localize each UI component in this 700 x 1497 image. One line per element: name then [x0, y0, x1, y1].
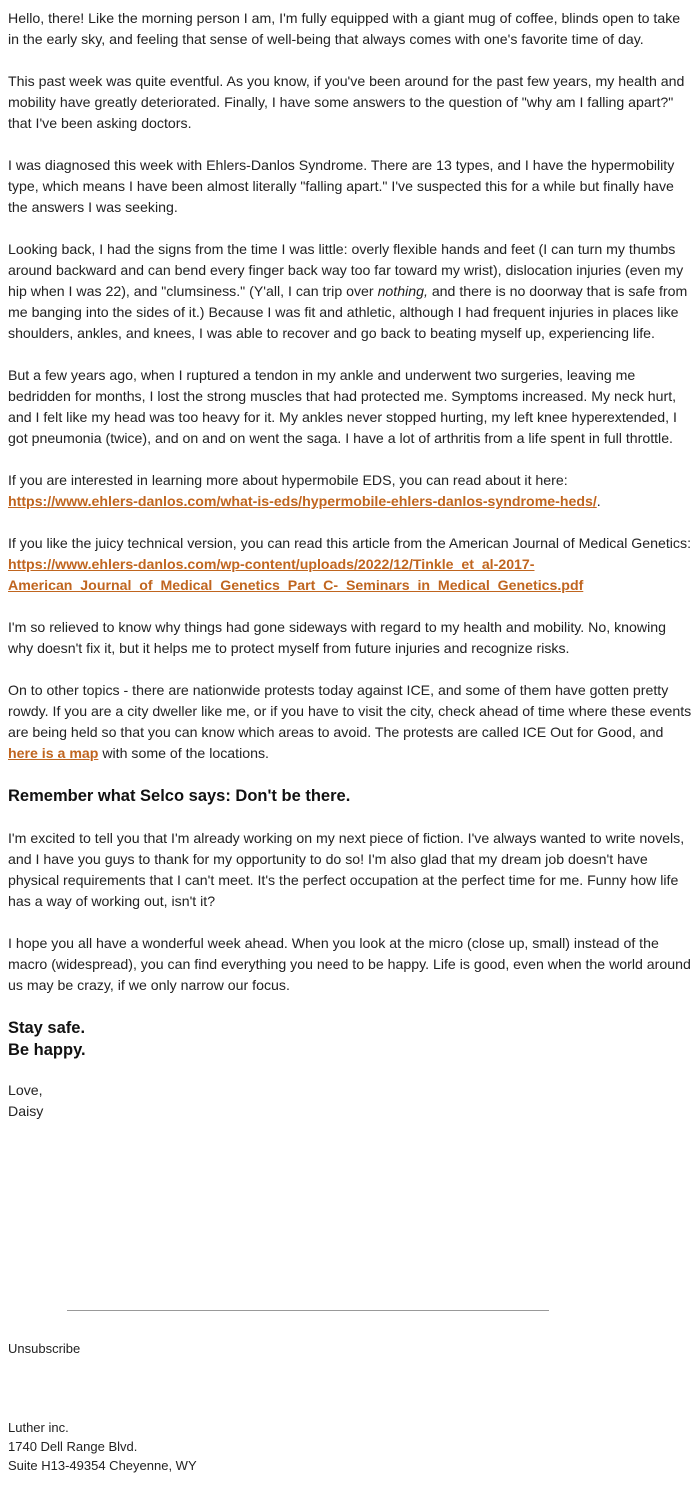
- paragraph-surgeries: But a few years ago, when I ruptured a tendon in my ankle and underwent two surgeries, leaving me bedridden for months, I lost the strong muscles that had protected me. Symptoms increased. My neck hurt, and I felt like my head was too heavy for it. My ankles never stopped hurting, my left knee hyperextended, I got pneumonia (twice), and on and on went the saga. I have a lot of arthritis from a life spent in full throttle.: [8, 367, 677, 446]
- selco-heading: Remember what Selco says: Don't be there.: [8, 787, 351, 805]
- paragraph-heds-link: [8, 470, 692, 512]
- paragraph-signs-text-a: Looking back, I had the signs from the time I was little: overly flexible hands and feet (I can turn my thumbs around backward and can bend every finger back way too far toward my wrist), dislocation injuries (even my hip when I was 22), and "clumsiness." (Y'all, I can trip over: [8, 241, 684, 299]
- paragraph-fiction: I'm excited to tell you that I'm already working on my next piece of fiction. I've always wanted to write novels, and I have you guys to thank for my opportunity to do so! I'm also glad that my dream job doesn't have physical requirements that I can't meet. It's the perfect occupation at the perfect time for me. Funny how life has a way of working out, isn't it?: [8, 830, 685, 909]
- unsubscribe-link[interactable]: Unsubscribe: [8, 1341, 81, 1356]
- footer-divider: [67, 1310, 549, 1311]
- emphasis-nothing: nothing,: [377, 283, 428, 299]
- paragraph-diagnosis: I was diagnosed this week with Ehlers-Danlos Syndrome. There are 13 types, and I have the hypermobility type, which means I have been almost literally "falling apart." I've suspected this for a while but finally have the answers I was seeking.: [8, 157, 675, 215]
- paragraph-signs: [8, 239, 692, 344]
- signoff-stay-safe: Stay safe.: [8, 1019, 86, 1037]
- closing-signature: Daisy: [8, 1103, 44, 1119]
- paragraph-relieved: I'm so relieved to know why things had gone sideways with regard to my health and mobility. No, knowing why doesn't fix it, but it helps me to protect myself from future injuries and recognize risks.: [8, 619, 666, 656]
- closing-block: [8, 1080, 692, 1122]
- paragraph-heds-end: .: [596, 493, 601, 509]
- paragraph-journal-link: [8, 533, 692, 596]
- address-line-1: 1740 Dell Range Blvd.: [8, 1439, 138, 1454]
- signoff-be-happy: Be happy.: [8, 1041, 86, 1059]
- paragraph-protests-end: with some of the locations.: [98, 745, 269, 761]
- paragraph-signs-text-b: and there is no doorway that is safe from me banging into the sides of it.) Because I was fit and athletic, although I had frequent injuries in places like shoulders, ankles, and knees, I was able to recover and go back to beating myself up, experiencing life.: [8, 283, 688, 341]
- signoff-block: [8, 1017, 692, 1061]
- company-name: Luther inc.: [8, 1420, 69, 1435]
- paragraph-week-ahead: I hope you all have a wonderful week ahead. When you look at the micro (close up, small) instead of the macro (widespread), you can find everything you need to be happy. Life is good, even when the world around us may be crazy, if we only narrow our focus.: [8, 935, 691, 993]
- heds-article-link[interactable]: https://www.ehlers-danlos.com/what-is-eds/hypermobile-ehlers-danlos-syndrome-heds/: [8, 493, 597, 509]
- paragraph-journal-text: If you like the juicy technical version, you can read this article from the American Journal of Medical Genetics:: [8, 535, 691, 551]
- paragraph-protests: [8, 680, 692, 764]
- journal-article-link[interactable]: https://www.ehlers-danlos.com/wp-content/uploads/2022/12/Tinkle_et_al-2017-American_Journal_of_Medical_Genetics_Part_C-_Seminars_in_Medical_Genetics.pdf: [8, 556, 584, 593]
- email-content: [8, 8, 692, 1122]
- paragraph-heds-text: If you are interested in learning more about hypermobile EDS, you can read about it here:: [8, 472, 568, 488]
- paragraph-protests-text: On to other topics - there are nationwide protests today against ICE, and some of them have gotten pretty rowdy. If you are a city dweller like me, or if you have to visit the city, check ahead of time where these events are being held so that you can know which areas to avoid. The protests are called ICE Out for Good, and: [8, 682, 692, 740]
- paragraph-eventful-week: This past week was quite eventful. As you know, if you've been around for the past few years, my health and mobility have greatly deteriorated. Finally, I have some answers to the question of "why am I falling apart?" that I've been asking doctors.: [8, 73, 685, 131]
- address-line-2: Suite H13-49354 Cheyenne, WY: [8, 1458, 197, 1473]
- paragraph-greeting: Hello, there! Like the morning person I am, I'm fully equipped with a giant mug of coffee, blinds open to take in the early sky, and feeling that sense of well-being that always comes with one's favorite time of day.: [8, 10, 681, 47]
- closing-love: Love,: [8, 1082, 43, 1098]
- protest-map-link[interactable]: here is a map: [8, 745, 99, 761]
- footer-address: [8, 1418, 197, 1475]
